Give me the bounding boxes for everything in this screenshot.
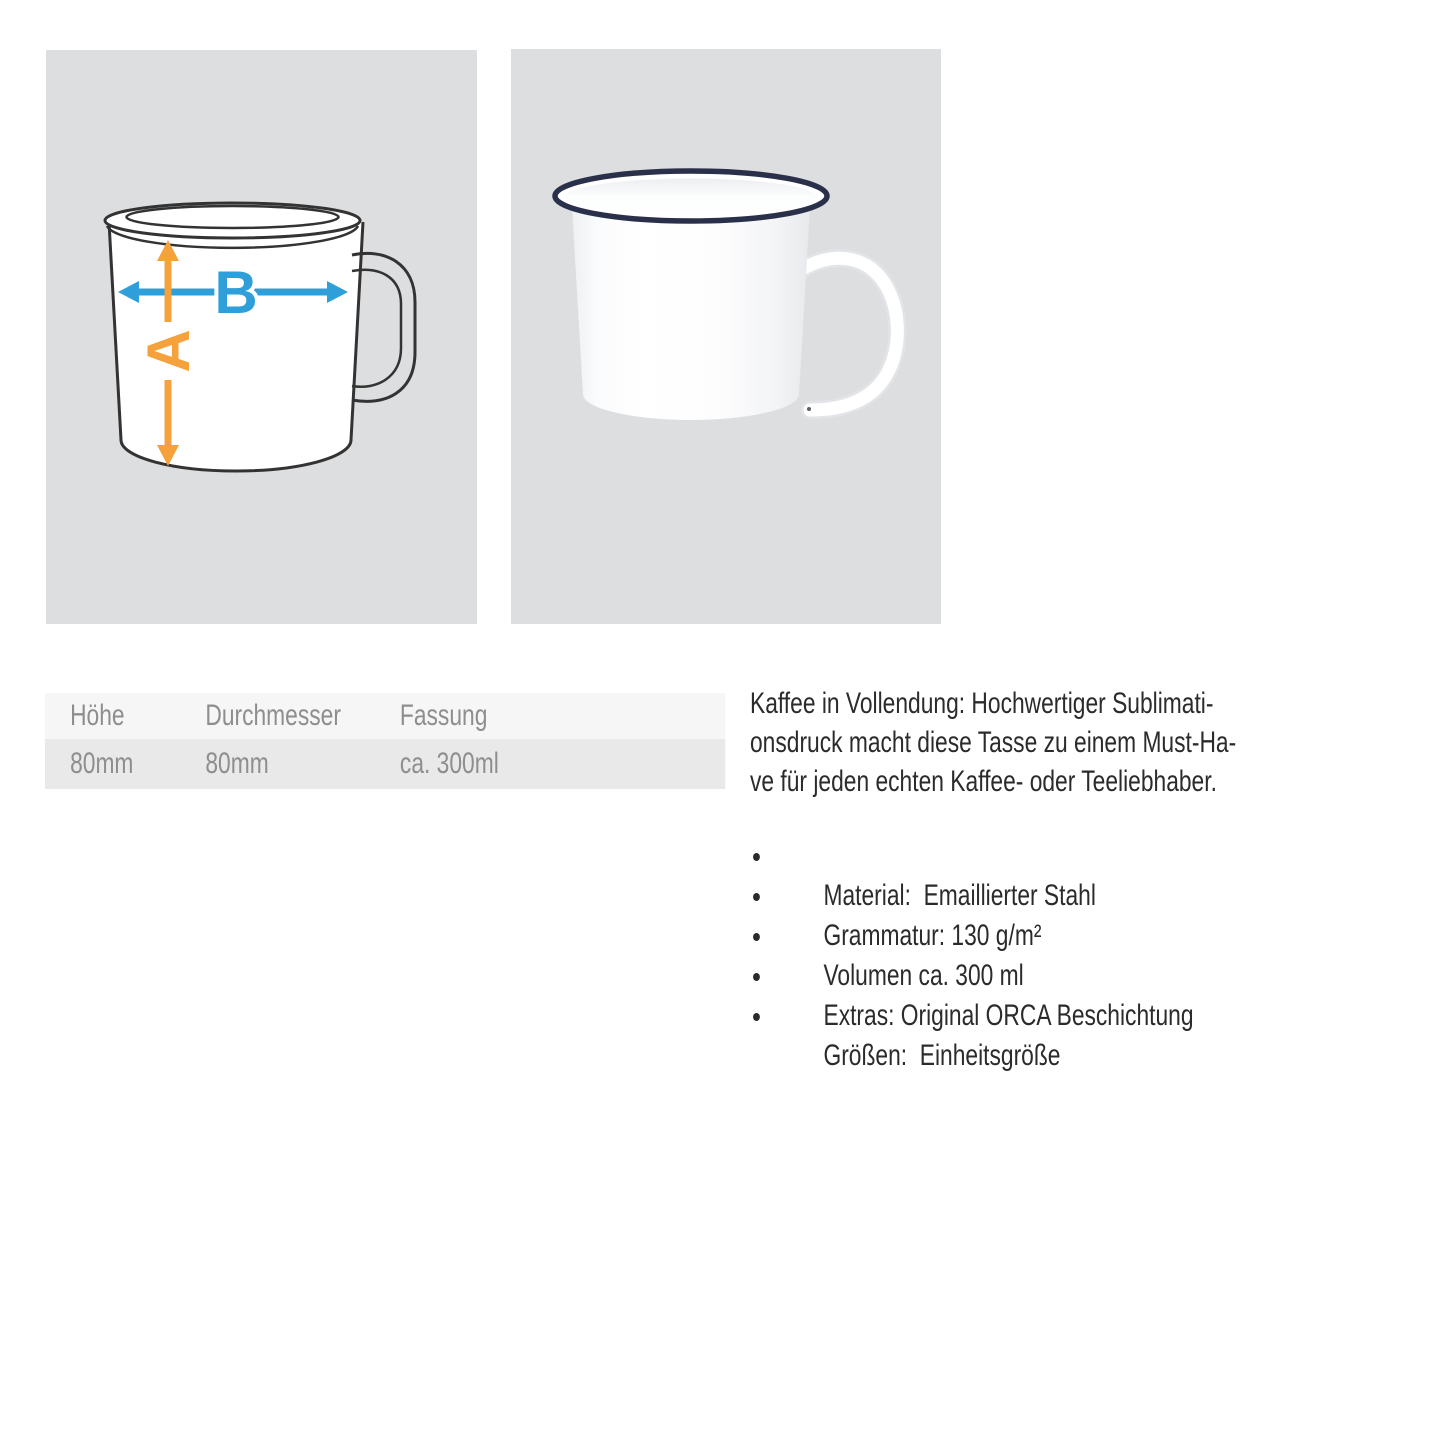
- spec-list: [750, 836, 1252, 1072]
- size-table-header-row: [45, 693, 725, 739]
- spec-text: Volumen ca. 300 ml: [823, 959, 1024, 992]
- spec-text: Material: Emaillierter Stahl: [823, 879, 1096, 912]
- spec-list-item: [750, 916, 1252, 992]
- mug-outline-opening: [127, 206, 339, 228]
- size-table-value-durchmesser: 80mm: [205, 747, 269, 780]
- spec-list-item: [750, 956, 1252, 1032]
- bullet-icon: [753, 933, 760, 941]
- description-line: onsdruck macht diese Tasse zu einem Must-Ha-: [750, 726, 1237, 759]
- mug-photo-body: [572, 207, 810, 420]
- spec-text: Größen: Einheitsgröße: [823, 1039, 1061, 1072]
- size-table: [45, 693, 725, 789]
- mug-photo-panel: [511, 49, 941, 624]
- spec-list-item: [750, 836, 1252, 912]
- mug-dimension-diagram: [46, 50, 477, 624]
- size-table-value-fassung: ca. 300ml: [399, 747, 499, 780]
- description-paragraph: [750, 684, 1252, 801]
- size-table-header-fassung: Fassung: [399, 699, 488, 732]
- bullet-icon: [753, 893, 760, 901]
- mug-dimension-diagram-panel: [46, 50, 477, 624]
- mug-photo: [511, 49, 941, 624]
- size-table-value-hoehe: 80mm: [70, 747, 134, 780]
- spec-list-item: [750, 996, 1252, 1072]
- description-line: ve für jeden echten Kaffee- oder Teeliebhaber.: [750, 765, 1217, 798]
- size-table-header-durchmesser: Durchmesser: [205, 699, 341, 732]
- bullet-icon: [753, 853, 760, 861]
- diameter-label: B: [214, 259, 258, 326]
- height-label: A: [135, 329, 202, 373]
- product-description: [750, 684, 1252, 1072]
- spec-list-item: [750, 876, 1252, 952]
- spec-text: Extras: Original ORCA Beschichtung: [823, 999, 1194, 1032]
- mug-photo-opening: [565, 179, 817, 216]
- spec-text: Grammatur: 130 g/m²: [823, 919, 1042, 952]
- size-table-value-row: [45, 739, 725, 789]
- size-table-header-hoehe: Höhe: [70, 699, 125, 732]
- description-line: Kaffee in Vollendung: Hochwertiger Sublimati-: [750, 687, 1214, 720]
- bullet-icon: [753, 973, 760, 981]
- mug-photo-handle: [802, 258, 897, 411]
- bullet-icon: [753, 1013, 760, 1021]
